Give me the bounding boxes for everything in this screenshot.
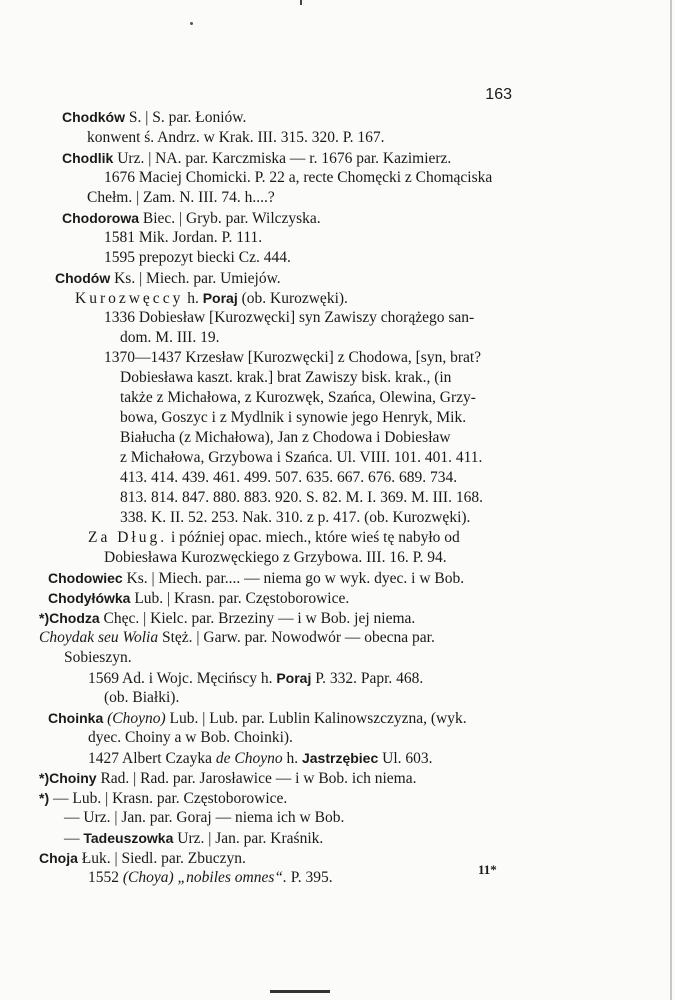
text-run: Ks. | Miech. par.... — niema go w wyk. dyec. i w Bob.: [122, 570, 465, 587]
entry-keyword: Choja: [39, 850, 78, 866]
text-line: [87, 188, 275, 208]
italic-text: (Choyno): [107, 710, 166, 727]
text-line: [39, 768, 417, 789]
text-line: [104, 308, 474, 328]
text-run: dyec. Choiny a w Bob. Choinki).: [88, 729, 293, 746]
text-run: S. | S. par. Łoniów.: [125, 109, 247, 126]
text-run: — Urz. | Jan. par. Goraj — niema ich w Bob.: [64, 809, 345, 826]
entry-keyword: Chodyłówka: [48, 590, 131, 606]
text-run: Ks. | Miech. par. Umiejów.: [110, 270, 281, 287]
text-run: P. 332. Papr. 468.: [311, 670, 424, 687]
text-line: [88, 748, 433, 769]
entry-keyword: *): [39, 790, 50, 806]
text-run: Kurozwęccy: [75, 290, 184, 307]
text-line: [120, 368, 451, 388]
text-line: [62, 107, 246, 128]
text-run: Białucha (z Michałowa), Jan z Chodowa i Dobiesław: [120, 429, 451, 446]
page-edge: [670, 0, 672, 1000]
text-run: h.: [183, 290, 203, 307]
text-line: [120, 448, 482, 468]
text-line: [39, 848, 246, 869]
entry-keyword: *)Choiny: [39, 770, 97, 786]
entry-keyword: Chodków: [62, 109, 125, 125]
entry-keyword: Tadeuszowka: [83, 830, 174, 846]
text-run: konwent ś. Andrz. w Krak. III. 315. 320. P. 167.: [87, 129, 385, 146]
entry-keyword: Chodów: [55, 270, 111, 286]
text-run: dom. M. III. 19.: [120, 329, 220, 346]
text-run: Chęc. | Kielc. par. Brzeziny — i w Bob. jej niema.: [99, 610, 416, 627]
text-line: [120, 328, 219, 348]
entry-keyword: *)Chodza: [39, 610, 100, 626]
text-line: [48, 708, 467, 729]
text-line: [120, 468, 457, 488]
printer-signature: 11*: [478, 862, 497, 877]
text-line: [88, 668, 423, 689]
text-run: Dobiesława kaszt. krak.] brat Zawiszy bisk. krak., (in: [120, 369, 452, 386]
entry-keyword: Chodorowa: [62, 210, 139, 226]
text-run: z Michałowa, Grzybowa i Szańca. Ul. VIII. 101. 401. 411.: [120, 449, 483, 466]
text-run: (ob. Białki).: [104, 689, 180, 706]
text-run: (ob. Kurozwęki).: [237, 290, 348, 307]
text-run: 1581 Mik. Jordan. P. 111.: [104, 229, 263, 246]
text-run: Biec. | Gryb. par. Wilczyska.: [139, 210, 321, 227]
text-line: [62, 148, 451, 169]
page-number: 163: [485, 86, 512, 103]
text-run: Urz. | Jan. par. Kraśnik.: [173, 830, 324, 847]
text-line: [64, 648, 132, 668]
text-line: [120, 488, 483, 508]
text-run: P. 395.: [286, 869, 333, 886]
text-line: [88, 868, 333, 888]
text-line: [104, 168, 492, 188]
text-line: [120, 428, 451, 448]
text-line: [39, 788, 287, 809]
text-run: także z Michałowa, z Kurozwęk, Szańca, Olewina, Grzy-: [120, 389, 476, 406]
text-line: [39, 608, 415, 629]
text-line: [88, 528, 460, 548]
text-line: [39, 628, 435, 648]
text-line: [120, 508, 470, 528]
text-run: Sobieszyn.: [64, 649, 132, 666]
entry-keyword: Chodowiec: [48, 570, 123, 586]
text-run: i później opac. miech., które wieś tę nabyło od: [167, 529, 460, 546]
text-run: h.: [282, 750, 302, 767]
text-run: Za Dług.: [88, 529, 168, 546]
italic-text: (Choya) „nobiles omnes“.: [122, 869, 287, 886]
text-line: [104, 248, 291, 268]
text-run: 1676 Maciej Chomicki. P. 22 a, recte Chomęcki z Chomąciska: [104, 169, 493, 186]
text-line: [120, 388, 476, 408]
text-run: Rad. | Rad. par. Jarosławice — i w Bob. ich niema.: [96, 770, 417, 787]
text-line: [48, 588, 349, 609]
text-line: [87, 128, 384, 148]
text-run: 1427 Albert Czayka: [88, 750, 216, 767]
text-run: 1370—1437 Krzesław [Kurozwęcki] z Chodowa, [syn, brat?: [104, 349, 482, 366]
text-run: Lub. | Lub. par. Lublin Kalinowszczyzna, (wyk.: [165, 710, 467, 727]
text-run: Stęż. | Garw. par. Nowodwór — obecna par.: [158, 629, 435, 646]
text-line: [48, 568, 464, 589]
text-line: [104, 548, 447, 568]
scan-speck: [190, 22, 193, 25]
entry-keyword: Chodlik: [62, 150, 114, 166]
text-run: —: [64, 830, 84, 847]
text-line: [64, 808, 344, 828]
text-run: Urz. | NA. par. Karczmiska — r. 1676 par. Kazimierz.: [113, 150, 452, 167]
text-run: Łuk. | Siedl. par. Zbuczyn.: [77, 850, 246, 867]
text-line: [88, 728, 293, 748]
entry-keyword: Jastrzębiec: [301, 750, 379, 766]
text-run: 1552: [88, 869, 123, 886]
text-line: [64, 828, 323, 849]
scan-mark: [300, 0, 302, 5]
text-run: Chełm. | Zam. N. III. 74. h....?: [87, 189, 275, 206]
text-run: 413. 414. 439. 461. 499. 507. 635. 667. 676. 689. 734.: [120, 469, 458, 486]
text-run: 813. 814. 847. 880. 883. 920. S. 82. M. I. 369. M. III. 168.: [120, 489, 483, 506]
italic-text: de Choyno: [215, 750, 283, 767]
text-run: Dobiesława Kurozwęckiego z Grzybowa. III. 16. P. 94.: [104, 549, 447, 566]
entry-keyword: Choinka: [48, 710, 104, 726]
text-line: [120, 408, 466, 428]
text-run: 338. K. II. 52. 253. Nak. 310. z p. 417. (ob. Kurozwęki).: [120, 509, 471, 526]
entry-keyword: Poraj: [202, 290, 238, 306]
text-line: [62, 208, 321, 229]
entry-keyword: Poraj: [276, 670, 312, 686]
text-run: 1595 prepozyt biecki Cz. 444.: [104, 249, 291, 266]
text-line: [104, 228, 262, 248]
text-line: [55, 268, 281, 289]
text-run: 1336 Dobiesław [Kurozwęcki] syn Zawiszy chorążego san-: [104, 309, 475, 326]
text-run: — Lub. | Krasn. par. Częstoborowice.: [49, 790, 288, 807]
text-run: Lub. | Krasn. par. Częstoborowice.: [130, 590, 350, 607]
text-run: bowa, Goszyc i z Mydlnik i synowie jego Henryk, Mik.: [120, 409, 467, 426]
text-line: [104, 688, 179, 708]
text-run: 1569 Ad. i Wojc. Męcińscy h.: [88, 670, 277, 687]
text-run: Ul. 603.: [378, 750, 433, 767]
text-line: [75, 288, 348, 309]
text-line: [104, 348, 481, 368]
scan-mark-bottom: [270, 990, 330, 993]
italic-text: Choydak seu Wolia: [39, 629, 159, 646]
